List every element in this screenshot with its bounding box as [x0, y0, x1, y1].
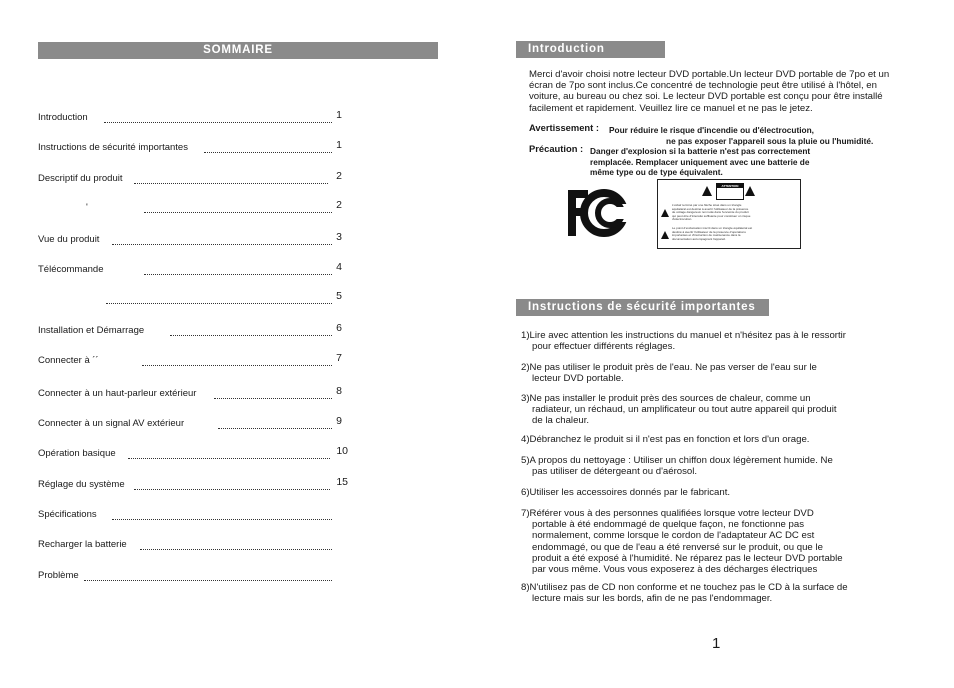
- toc-leader-dots: [112, 242, 332, 245]
- toc-entry-label: Vue du produit: [38, 234, 100, 245]
- label-text-lightning: [672, 204, 750, 222]
- safety-line: 5)A propos du nettoyage : Utiliser un chiffon doux légèrement humide. Ne: [521, 455, 833, 466]
- toc-entry-label: Recharger la batterie: [38, 539, 127, 550]
- toc-entry-unlabeled[interactable]: [38, 292, 348, 306]
- safety-item-7: [521, 508, 843, 575]
- safety-item-8: [521, 582, 848, 604]
- toc-entry-product-view[interactable]: [38, 233, 348, 247]
- label-line: Le point d'exclamation inscrit dans un triangle équilatéral est: [672, 226, 753, 230]
- caution-title: Précaution :: [529, 143, 584, 154]
- safety-line: 1)Lire avec attention les instructions du manuel et n'hésitez pas à le ressortir: [521, 330, 846, 341]
- safety-line: 4)Débranchez le produit si il n'est pas en fonction et lors d'un orage.: [521, 434, 810, 445]
- intro-line: voiture, au bureau ou chez soi. Le lecteur DVD portable est conçu pour être installé: [529, 91, 883, 103]
- toc-leader-dots: [104, 120, 332, 123]
- toc-leader-dots: [204, 150, 332, 153]
- toc-entry-label: Opération basique: [38, 448, 116, 459]
- warning-text: [609, 125, 873, 146]
- toc-leader-dots: [128, 456, 330, 459]
- toc-entry-label: ': [86, 202, 88, 213]
- toc-entry-page: 9: [336, 415, 342, 427]
- toc-entry-label: Connecter à un signal AV extérieur: [38, 418, 185, 429]
- safety-heading: Instructions de sécurité importantes: [516, 299, 769, 316]
- toc-entry-product-description[interactable]: [38, 172, 348, 186]
- toc-entry-label: Problème: [38, 570, 79, 581]
- toc-entry-label: Installation et Démarrage: [38, 325, 145, 336]
- toc-leader-dots: [144, 272, 332, 275]
- intro-paragraph: [529, 69, 889, 114]
- safety-line: pour effectuer différents réglages.: [532, 341, 676, 353]
- safety-line: portable à été endommagé de quelque façon, ne fonctionne pas: [532, 519, 805, 531]
- label-line: importantes et d'instruction de maintenance dans la: [672, 233, 741, 238]
- intro-line: facilement et rapidement. Veuillez lire ce manuel et ne pas le jetez.: [529, 102, 813, 114]
- safety-line: endommagé, ou que de l'eau a été renversé sur le produit, ou que le: [532, 541, 823, 553]
- toc-leader-dots: [140, 547, 332, 550]
- toc-leader-dots: [142, 363, 332, 366]
- toc-leader-dots: [134, 181, 328, 184]
- warning-title: Avertissement :: [529, 122, 599, 133]
- safety-line: normalement, comme lorsque le cordon de l'adaptateur AC DC est: [532, 530, 815, 542]
- toc-entry-introduction[interactable]: [38, 111, 348, 125]
- toc-entry-connect[interactable]: [38, 354, 348, 368]
- toc-entry-page: 8: [336, 385, 342, 397]
- exclamation-warning-icon: [661, 231, 669, 239]
- safety-line: lecteur DVD portable.: [532, 373, 624, 385]
- label-line: documentation accompagnant l'appareil.: [672, 236, 726, 241]
- toc-entry-page: 1: [336, 109, 342, 121]
- toc-entry-external-speaker[interactable]: [38, 387, 348, 401]
- caution-line: même type ou de type équivalent.: [590, 167, 723, 177]
- safety-item-6: [521, 487, 730, 498]
- toc-entry-basic-operation[interactable]: [38, 447, 348, 461]
- attention-box: [716, 183, 744, 200]
- attention-label: ATTENTION: [717, 184, 743, 188]
- fcc-logo: [566, 188, 628, 238]
- toc-leader-dots: [112, 517, 332, 520]
- toc-leader-dots: [134, 487, 330, 490]
- page-number: 1: [712, 635, 721, 652]
- safety-item-5: [521, 455, 833, 477]
- safety-line: 7)Référer vous à des personnes qualifiées lorsque votre lecteur DVD: [521, 508, 814, 519]
- toc-entry-label: Instructions de sécurité importantes: [38, 142, 188, 153]
- toc-entry-safety[interactable]: [38, 141, 348, 155]
- toc-entry-label: Réglage du système: [38, 479, 125, 490]
- label-line: équilatéral est destiné à avertir l'utilisateur de la présence: [672, 206, 749, 211]
- toc-title: SOMMAIRE: [38, 42, 438, 59]
- toc-entry-page: 1: [336, 139, 342, 151]
- safety-item-4: [521, 434, 809, 445]
- safety-item-2: [521, 362, 817, 384]
- label-line: qui peut être d'intensité suffisante pour constituer un risque: [672, 213, 751, 218]
- exclamation-warning-icon: [745, 186, 755, 196]
- toc-entry-page: 15: [336, 476, 348, 488]
- toc-entry-label: Connecter à ´´: [38, 355, 99, 366]
- toc-entry-remote-control[interactable]: [38, 263, 348, 277]
- intro-heading: Introduction: [516, 41, 665, 58]
- safety-line: pas utiliser de détergeant ou d'aérosol.: [532, 466, 698, 478]
- toc-entry-page: 3: [336, 231, 342, 243]
- toc-entry-label: Descriptif du produit: [38, 173, 123, 184]
- caution-label: [657, 179, 801, 249]
- intro-line: écran de 7po sont inclus.Ce concentré de technologie peut être utilisé à l'hôtel, en: [529, 80, 877, 92]
- toc-entry-system-settings[interactable]: [38, 478, 348, 492]
- intro-line: Merci d'avoir choisi notre lecteur DVD portable.Un lecteur DVD portable de 7po et un: [529, 69, 890, 80]
- caution-line: remplacée. Remplacer uniquement avec une batterie de: [590, 156, 810, 167]
- safety-line: 6)Utiliser les accessoires donnés par le fabricant.: [521, 487, 731, 498]
- toc-entry-page: 7: [336, 352, 342, 364]
- label-line: L'éclair terminé par une flèche situé dans un triangle: [672, 203, 742, 207]
- safety-item-3: [521, 393, 837, 427]
- lightning-warning-icon: [702, 186, 712, 196]
- toc-entry-label: Connecter à un haut-parleur extérieur: [38, 388, 197, 399]
- safety-line: de la chaleur.: [532, 415, 590, 427]
- safety-line: radiateur, un réchaud, un amplificateur ou tout autre appareil qui produit: [532, 404, 837, 416]
- toc-entry-page: 4: [336, 261, 342, 273]
- caution-line: Danger d'explosion si la batterie n'est pas correctement: [590, 146, 811, 156]
- toc-entry-page: 6: [336, 322, 342, 334]
- toc-leader-dots: [144, 210, 332, 213]
- safety-line: produit a été exposé à l'humidité. Ne réparez pas le lecteur DVD portable: [532, 552, 843, 564]
- toc-entry-label: Introduction: [38, 112, 88, 123]
- label-line: d'électrocution.: [672, 217, 693, 222]
- toc-entry-page: 5: [336, 290, 342, 302]
- toc-entry-battery[interactable]: [38, 538, 348, 552]
- safety-line: lecture mais sur les bords, afin de ne pas l'endommager.: [532, 593, 773, 605]
- toc-leader-dots: [170, 333, 332, 336]
- safety-line: 3)Ne pas installer le produit près des sources de chaleur, comme un: [521, 393, 811, 404]
- caution-text: [590, 146, 810, 178]
- lightning-warning-icon: [661, 209, 669, 217]
- toc-leader-dots: [106, 301, 332, 304]
- toc-entry-label: Télécommande: [38, 264, 104, 275]
- warning-line: Pour réduire le risque d'incendie ou d'électrocution,: [609, 125, 814, 135]
- toc-leader-dots: [84, 578, 332, 581]
- label-line: destiné à avertir l'utilisateur de la présence d'opérations: [672, 229, 746, 234]
- toc-entry-troubleshooting[interactable]: [38, 569, 348, 583]
- toc-leader-dots: [218, 426, 332, 429]
- label-line: de voltage dangereux non isolé dans l'enceinte du produit: [672, 210, 749, 215]
- safety-item-1: [521, 330, 846, 352]
- safety-line: 2)Ne pas utiliser le produit près de l'eau. Ne pas verser de l'eau sur le: [521, 362, 817, 373]
- warning-line: ne pas exposer l'appareil sous la pluie ou l'humidité.: [666, 135, 874, 146]
- toc-entry-page: 2: [336, 170, 342, 182]
- toc-leader-dots: [214, 396, 332, 399]
- toc-entry-installation[interactable]: [38, 324, 348, 338]
- toc-entry-page: 2: [336, 199, 342, 211]
- safety-line: 8)N'utilisez pas de CD non conforme et ne touchez pas le CD à la surface de: [521, 582, 848, 593]
- label-text-exclamation: [672, 227, 752, 241]
- toc-entry-page: 10: [336, 445, 348, 457]
- toc-entry-external-av[interactable]: [38, 417, 348, 431]
- toc-entry-accessories[interactable]: [38, 201, 348, 215]
- safety-line: par vous même. Vous vous exposerez à des décharges électriques: [532, 564, 818, 576]
- toc-entry-label: Spécifications: [38, 509, 97, 520]
- toc-entry-specifications[interactable]: [38, 508, 348, 522]
